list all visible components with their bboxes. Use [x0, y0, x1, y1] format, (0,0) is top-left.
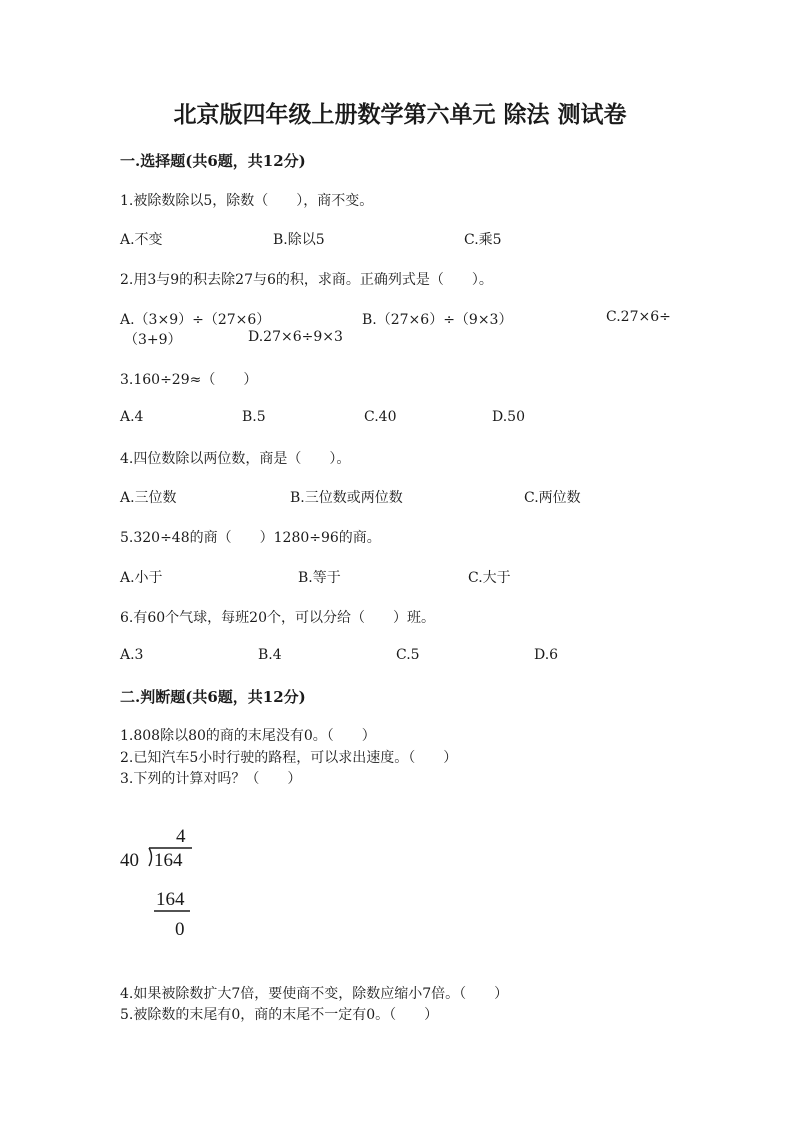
option-6d: D.6 [534, 647, 559, 663]
option-2d: D.27×6÷9×3 [248, 329, 343, 345]
division-remainder: 0 [175, 919, 185, 940]
section-heading-choice: 一.选择题(共6题，共12分) [120, 152, 306, 170]
division-divisor: 40 [120, 850, 139, 871]
option-5a: A.小于 [120, 570, 163, 586]
section-heading-judgement: 二.判断题(共6题，共12分) [120, 688, 306, 706]
judgement-item-5: 5.被除数的末尾有0，商的末尾不一定有0。（ ） [120, 1007, 439, 1023]
option-3b: B.5 [242, 409, 266, 425]
question-5: 5.320÷48的商（ ）1280÷96的商。 [120, 530, 381, 546]
question-4: 4.四位数除以两位数，商是（ ）。 [120, 451, 351, 467]
division-quotient: 4 [176, 826, 186, 847]
option-5b: B.等于 [298, 570, 341, 586]
judgement-item-1: 1.808除以80的商的末尾没有0。（ ） [120, 728, 376, 744]
division-product: 164 [156, 889, 185, 910]
option-4a: A.三位数 [120, 490, 177, 506]
option-3a: A.4 [120, 409, 144, 425]
option-3c: C.40 [364, 409, 397, 425]
option-4c: C.两位数 [524, 490, 581, 506]
page-title: 北京版四年级上册数学第六单元 除法 测试卷 [173, 101, 627, 128]
judgement-item-2: 2.已知汽车5小时行驶的路程，可以求出速度。（ ） [120, 750, 458, 766]
judgement-item-4: 4.如果被除数扩大7倍，要使商不变，除数应缩小7倍。（ ） [120, 986, 509, 1002]
option-5c: C.大于 [468, 570, 511, 586]
question-1: 1.被除数除以5，除数（ ），商不变。 [120, 193, 374, 209]
option-2a: A.（3×9）÷（27×6） [120, 312, 271, 328]
long-division-figure [118, 822, 208, 947]
option-6a: A.3 [120, 647, 144, 663]
option-4b: B.三位数或两位数 [290, 490, 403, 506]
division-bracket [149, 848, 152, 866]
option-2b: B.（27×6）÷（9×3） [362, 312, 513, 328]
option-2c: C.27×6÷ [606, 309, 671, 325]
question-6: 6.有60个气球，每班20个，可以分给（ ）班。 [120, 610, 435, 626]
division-dividend: 164 [154, 850, 183, 871]
option-1b: B.除以5 [273, 232, 325, 248]
option-6c: C.5 [396, 647, 420, 663]
option-2c-continued: （3+9） [124, 332, 182, 348]
judgement-item-3: 3.下列的计算对吗？（ ） [120, 771, 302, 787]
option-1a: A.不变 [120, 232, 163, 248]
option-6b: B.4 [258, 647, 282, 663]
question-3: 3.160÷29≈（ ） [120, 372, 258, 388]
question-2: 2.用3与9的积去除27与6的积，求商。正确列式是（ ）。 [120, 272, 493, 288]
option-1c: C.乘5 [464, 232, 502, 248]
option-3d: D.50 [492, 409, 525, 425]
